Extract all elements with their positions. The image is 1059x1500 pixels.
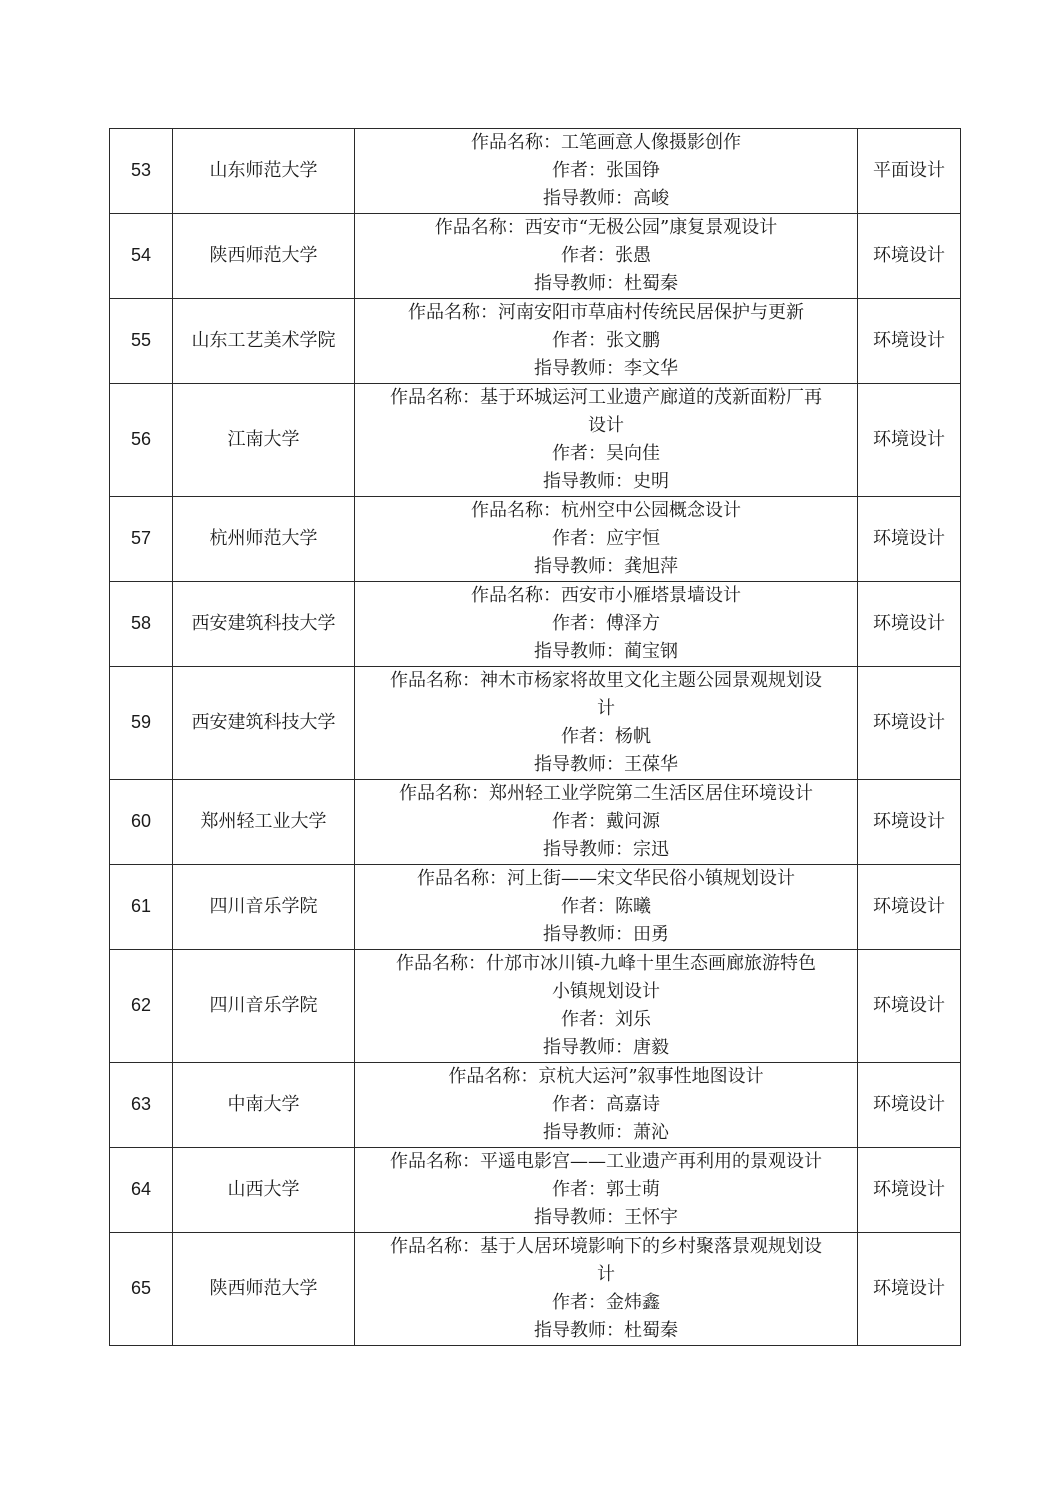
advisor-name: 杜蜀秦 xyxy=(624,1319,678,1341)
advisor-line xyxy=(355,638,857,666)
author-line xyxy=(355,610,857,638)
advisor-line xyxy=(355,1034,857,1062)
school-name: 杭州师范大学 xyxy=(173,497,355,582)
work-title-prefix: 作品名称： xyxy=(471,132,561,154)
advisor-line xyxy=(355,1317,857,1345)
table-row xyxy=(110,299,961,384)
category: 环境设计 xyxy=(858,384,961,497)
author-prefix: 作者： xyxy=(552,1094,606,1116)
school-name: 中南大学 xyxy=(173,1063,355,1148)
row-number: 62 xyxy=(110,950,173,1063)
row-number: 65 xyxy=(110,1233,173,1346)
author-name: 金炜鑫 xyxy=(606,1292,660,1313)
work-title: 杭州空中公园概念设计 xyxy=(561,500,741,522)
author-line xyxy=(355,893,857,921)
author-name: 傅泽方 xyxy=(606,613,660,635)
advisor-name: 王怀宇 xyxy=(624,1206,678,1228)
author-prefix: 作者： xyxy=(552,160,606,182)
work-info xyxy=(355,384,858,497)
school-name: 西安建筑科技大学 xyxy=(173,667,355,780)
author-line xyxy=(355,242,857,270)
work-info xyxy=(355,950,858,1063)
table-row xyxy=(110,780,961,865)
author-prefix: 作者： xyxy=(561,896,615,918)
work-title: 河南安阳市草庙村传统民居保护与更新 xyxy=(498,302,804,324)
work-title-line xyxy=(355,1148,857,1176)
author-prefix: 作者： xyxy=(561,245,615,267)
advisor-line xyxy=(355,921,857,949)
work-info xyxy=(355,214,858,299)
author-prefix: 作者： xyxy=(561,1009,615,1030)
advisor-prefix: 指导教师： xyxy=(534,357,624,379)
work-title: 西安市小雁塔景墙设计 xyxy=(561,585,741,607)
work-title-prefix: 作品名称： xyxy=(471,585,561,607)
author-name: 杨帆 xyxy=(615,726,651,747)
advisor-prefix: 指导教师： xyxy=(543,1121,633,1143)
category: 环境设计 xyxy=(858,1148,961,1233)
work-info xyxy=(355,1233,858,1346)
author-prefix: 作者： xyxy=(552,811,606,833)
table-row xyxy=(110,497,961,582)
author-line xyxy=(355,1289,857,1317)
advisor-name: 萧沁 xyxy=(633,1121,669,1143)
work-title-prefix: 作品名称： xyxy=(434,217,525,239)
work-title-prefix: 作品名称： xyxy=(408,302,498,324)
advisor-prefix: 指导教师： xyxy=(534,1319,624,1341)
work-title-line xyxy=(355,214,857,242)
row-number: 60 xyxy=(110,780,173,865)
author-name: 郭士萌 xyxy=(606,1179,660,1201)
school-name: 山东工艺美术学院 xyxy=(173,299,355,384)
advisor-name: 蔺宝钢 xyxy=(624,640,678,662)
work-info xyxy=(355,129,858,214)
work-title-prefix: 作品名称： xyxy=(471,500,561,522)
work-title-line xyxy=(355,299,857,327)
school-name: 郑州轻工业大学 xyxy=(173,780,355,865)
work-info xyxy=(355,865,858,950)
work-info xyxy=(355,780,858,865)
work-title: 平遥电影宫——工业遗产再利用的景观设计 xyxy=(480,1151,822,1173)
school-name: 陕西师范大学 xyxy=(173,1233,355,1346)
author-name: 高嘉诗 xyxy=(606,1094,660,1116)
work-title-prefix: 作品名称： xyxy=(448,1066,539,1088)
row-number: 59 xyxy=(110,667,173,780)
advisor-name: 李文华 xyxy=(624,357,678,379)
advisor-name: 史明 xyxy=(633,470,669,492)
work-title-prefix: 作品名称： xyxy=(417,868,507,890)
advisor-line xyxy=(355,1204,857,1232)
table-row xyxy=(110,1148,961,1233)
school-name: 四川音乐学院 xyxy=(173,865,355,950)
work-title-line-continued: 小镇规划设计 xyxy=(552,981,660,1003)
author-prefix: 作者： xyxy=(552,1179,606,1201)
advisor-prefix: 指导教师： xyxy=(534,640,624,662)
table-row xyxy=(110,667,961,780)
advisor-prefix: 指导教师： xyxy=(543,923,633,945)
author-name: 张愚 xyxy=(615,245,651,267)
author-line xyxy=(355,440,857,468)
author-name: 吴向佳 xyxy=(606,443,660,464)
category: 环境设计 xyxy=(858,1233,961,1346)
category: 环境设计 xyxy=(858,582,961,667)
advisor-name: 田勇 xyxy=(633,923,669,945)
advisor-name: 王葆华 xyxy=(624,753,678,775)
advisor-name: 龚旭萍 xyxy=(624,555,678,577)
author-name: 刘乐 xyxy=(615,1009,651,1030)
work-title-line xyxy=(355,1063,857,1091)
author-name: 应宇恒 xyxy=(606,528,660,550)
work-title-line: 作品名称：神木市杨家将故里文化主题公园景观规划设 xyxy=(390,670,822,692)
work-title-line xyxy=(355,497,857,525)
work-info xyxy=(355,667,858,780)
work-title: 河上街——宋文华民俗小镇规划设计 xyxy=(507,868,795,890)
row-number: 55 xyxy=(110,299,173,384)
advisor-name: 杜蜀秦 xyxy=(624,272,678,294)
category: 环境设计 xyxy=(858,497,961,582)
row-number: 57 xyxy=(110,497,173,582)
advisor-line xyxy=(355,270,857,298)
work-title-line: 作品名称：基于人居环境影响下的乡村聚落景观规划设 xyxy=(390,1236,822,1258)
table-row xyxy=(110,1063,961,1148)
school-name: 四川音乐学院 xyxy=(173,950,355,1063)
work-info xyxy=(355,299,858,384)
row-number: 63 xyxy=(110,1063,173,1148)
row-number: 53 xyxy=(110,129,173,214)
work-info xyxy=(355,1063,858,1148)
advisor-name: 宗迅 xyxy=(633,838,669,860)
category: 环境设计 xyxy=(858,950,961,1063)
advisor-line xyxy=(355,1119,857,1147)
school-name: 山东师范大学 xyxy=(173,129,355,214)
advisor-prefix: 指导教师： xyxy=(543,838,633,860)
author-name: 戴问源 xyxy=(606,811,660,833)
award-list-table xyxy=(109,128,961,1346)
advisor-prefix: 指导教师： xyxy=(543,470,633,492)
table-row xyxy=(110,865,961,950)
author-line xyxy=(355,327,857,355)
row-number: 56 xyxy=(110,384,173,497)
table-row xyxy=(110,1233,961,1346)
category: 环境设计 xyxy=(858,299,961,384)
table-row xyxy=(110,582,961,667)
work-info xyxy=(355,497,858,582)
author-prefix: 作者： xyxy=(552,528,606,550)
row-number: 64 xyxy=(110,1148,173,1233)
table-row xyxy=(110,214,961,299)
advisor-line xyxy=(355,355,857,383)
author-line xyxy=(355,1091,857,1119)
table-row xyxy=(110,129,961,214)
work-title-line: 作品名称：什邡市冰川镇-九峰十里生态画廊旅游特色 xyxy=(395,953,817,975)
work-info xyxy=(355,1148,858,1233)
advisor-prefix: 指导教师： xyxy=(534,555,624,577)
author-name: 张文鹏 xyxy=(606,330,660,352)
work-title-prefix: 作品名称： xyxy=(390,1151,480,1173)
advisor-prefix: 指导教师： xyxy=(543,1036,633,1058)
table-row xyxy=(110,384,961,497)
work-title-line xyxy=(355,129,857,157)
author-line xyxy=(355,1176,857,1204)
author-line xyxy=(355,808,857,836)
work-title-prefix: 作品名称： xyxy=(399,783,489,805)
author-prefix: 作者： xyxy=(552,330,606,352)
work-title: 西安市“无极公园”康复景观设计 xyxy=(524,217,778,239)
advisor-line xyxy=(355,836,857,864)
category: 环境设计 xyxy=(858,214,961,299)
school-name: 西安建筑科技大学 xyxy=(173,582,355,667)
work-title: 工笔画意人像摄影创作 xyxy=(561,132,741,154)
advisor-prefix: 指导教师： xyxy=(534,753,624,775)
category: 环境设计 xyxy=(858,780,961,865)
work-title-line-continued: 计 xyxy=(597,698,615,720)
school-name: 陕西师范大学 xyxy=(173,214,355,299)
author-line xyxy=(355,157,857,185)
author-name: 张国铮 xyxy=(606,160,660,182)
work-title-line xyxy=(355,780,857,808)
author-line xyxy=(355,1006,857,1034)
row-number: 58 xyxy=(110,582,173,667)
work-title-line xyxy=(355,582,857,610)
advisor-prefix: 指导教师： xyxy=(543,187,633,209)
work-title: 京杭大运河”叙事性地图设计 xyxy=(538,1066,764,1088)
advisor-line xyxy=(355,553,857,581)
work-title-line: 作品名称：基于环城运河工业遗产廊道的茂新面粉厂再 xyxy=(390,387,822,409)
author-line xyxy=(355,723,857,751)
advisor-line xyxy=(355,185,857,213)
advisor-prefix: 指导教师： xyxy=(534,272,624,294)
work-info xyxy=(355,582,858,667)
category: 平面设计 xyxy=(858,129,961,214)
category: 环境设计 xyxy=(858,865,961,950)
advisor-line xyxy=(355,468,857,496)
advisor-name: 唐毅 xyxy=(633,1036,669,1058)
advisor-prefix: 指导教师： xyxy=(534,1206,624,1228)
advisor-name: 高峻 xyxy=(633,187,669,209)
author-prefix: 作者： xyxy=(561,726,615,747)
author-prefix: 作者： xyxy=(552,613,606,635)
work-title-line-continued: 计 xyxy=(597,1264,615,1286)
author-line xyxy=(355,525,857,553)
advisor-line xyxy=(355,751,857,779)
work-title: 郑州轻工业学院第二生活区居住环境设计 xyxy=(489,783,813,805)
category: 环境设计 xyxy=(858,1063,961,1148)
author-name: 陈曦 xyxy=(615,896,651,918)
school-name: 山西大学 xyxy=(173,1148,355,1233)
school-name: 江南大学 xyxy=(173,384,355,497)
row-number: 54 xyxy=(110,214,173,299)
category: 环境设计 xyxy=(858,667,961,780)
table-row xyxy=(110,950,961,1063)
author-prefix: 作者： xyxy=(552,443,606,464)
work-title-line xyxy=(355,865,857,893)
work-title-line-continued: 设计 xyxy=(588,415,624,437)
row-number: 61 xyxy=(110,865,173,950)
author-prefix: 作者： xyxy=(552,1292,606,1313)
